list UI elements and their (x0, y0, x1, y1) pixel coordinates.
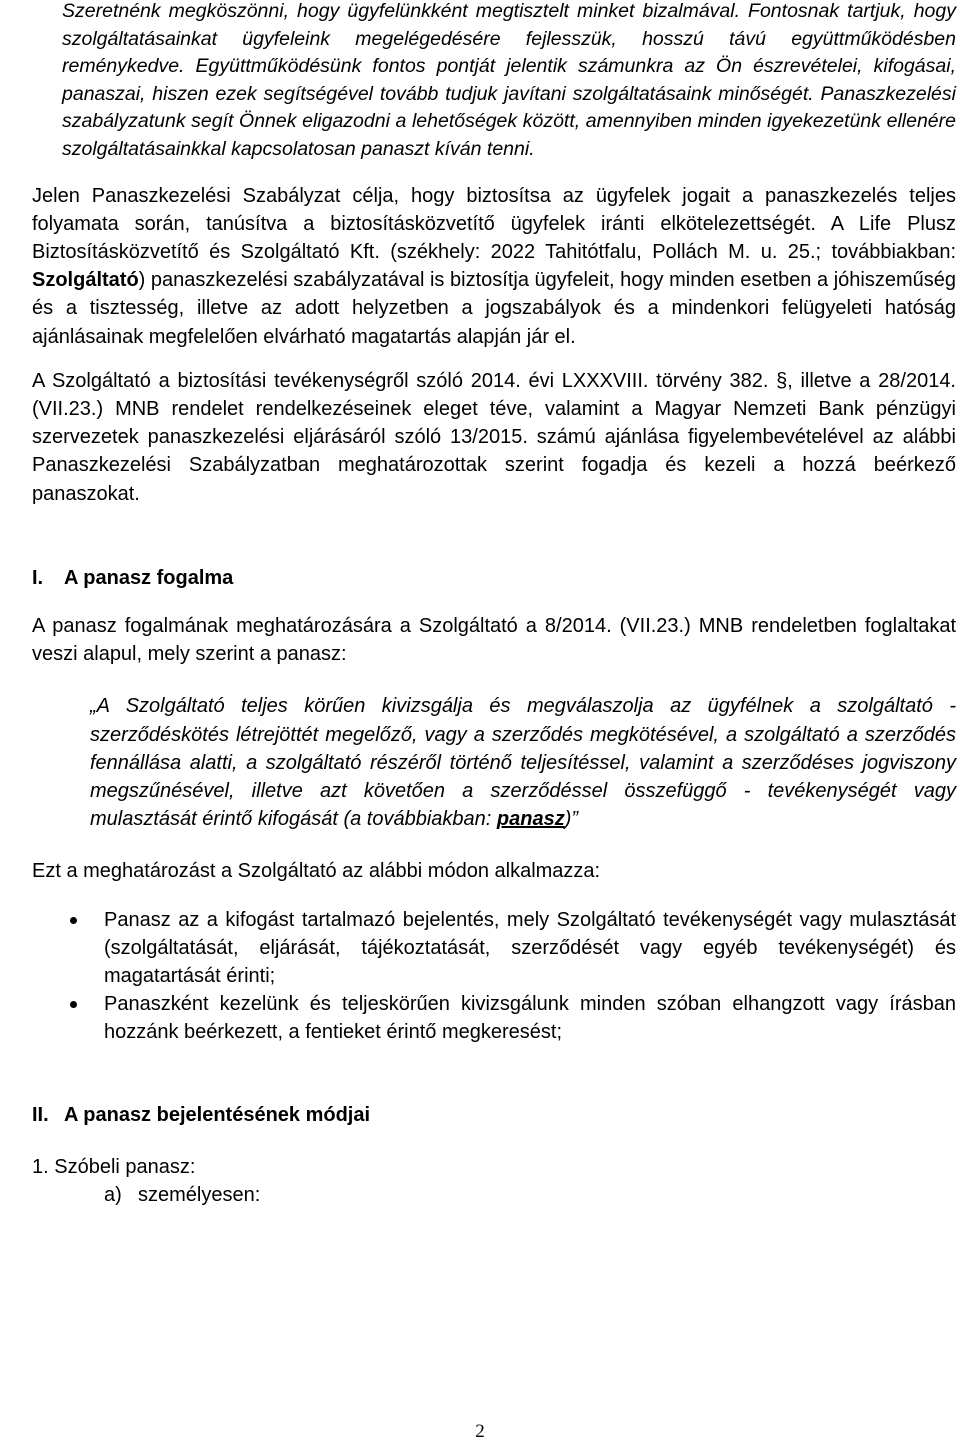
section-title-2: A panasz bejelentésének módjai (64, 1103, 371, 1126)
in-person-label: a) (104, 1184, 122, 1207)
purpose-paragraph (32, 182, 956, 351)
document-page (32, 0, 956, 1209)
section-number-2: II. (32, 1103, 49, 1126)
purpose-text-start: Jelen Panaszkezelési Szabályzat célja, hogy biztosítsa az ügyfelek jogait a panaszkezelés teljes folyamata során, tanúsítva a biztosításközvetítő ügyfelek iránti elkötelezettségét. A Life Plusz Biztosításközvetítő és Szolgáltató Kft. (székhely: 2022 Tahitótfalu, Pollách M. u. 25.; továbbiakban: (32, 184, 956, 263)
intro-paragraph: Szeretnénk megköszönni, hogy ügyfelünkként megtisztelt minket bizalmával. Fontosnak tartjuk, hogy szolgáltatásainkat ügyfeleink megelégedésére fejlesszük, hosszú távú együttműködésben reménykedve. Együttműködésünk fontos pontját jelentik számunkra az Ön észrevételei, kifogásai, panaszai, hiszen ezek segítségével tovább tudjuk javítani szolgáltatásaink minőségét. Panaszkezelési szabályzatunk segít Önnek eligazodni a lehetőségek között, amennyiben minden igyekezetünk ellenére szolgáltatásainkkal kapcsolatosan panaszt kíván tenni. (62, 0, 956, 160)
bullet-text: Panasz az a kifogást tartalmazó bejelentés, mely Szolgáltató tevékenységét vagy mulasztását (szolgáltatását, eljárását, tájékoztatását, szerződését vagy egyéb tevékenységét) és magatartását érinti; (104, 908, 956, 988)
bullet-icon (70, 917, 77, 924)
quote-text-start: „A Szolgáltató teljes körűen kivizsgálja és megválaszolja az ügyfélnek a szolgáltató - szerződéskötés létrejöttét megelőző, vagy a szerződés megkötésével, a szolgáltató a szerződés fennállása alatti, a szolgáltató részéről történő teljesítéssel, valamint a szerződéses jogviszony megszűnésével, illetve azt követően a szerződéssel összefüggő - tevékenységét vagy mulasztását érintő kifogását (a továbbiakban: (90, 695, 956, 831)
definition-quote (90, 692, 956, 833)
legal-basis-paragraph: A Szolgáltató a biztosítási tevékenységről szóló 2014. évi LXXXVIII. törvény 382. §, illetve a 28/2014. (VII.23.) MNB rendelet rendelkezéseinek eleget téve, valamint a Magyar Nemzeti Bank pénzügyi szervezetek panaszkezelési eljárásáról szóló 13/2015. számú ajánlása figyelembevételével az alábbi Panaszkezelési Szabályzatban meghatározottak szerint fogadja és kezeli a hozzá beérkező panaszokat. (32, 369, 956, 505)
section-number-1: I. (32, 566, 44, 589)
in-person-text: személyesen: (138, 1184, 261, 1207)
quote-text-end: )” (564, 808, 579, 831)
list-item (32, 906, 956, 991)
page-number: 2 (475, 1421, 485, 1442)
definition-intro-paragraph: A panasz fogalmának meghatározására a Szolgáltató a 8/2014. (VII.23.) MNB rendeletben foglaltakat veszi alapul, mely szerint a panasz: (32, 615, 956, 666)
section-title-1: A panasz fogalma (64, 566, 234, 589)
section-heading-1 (32, 564, 956, 592)
section-heading-2 (32, 1101, 956, 1129)
purpose-text-end: ) panaszkezelési szabályzatával is biztosítja ügyfeleit, hogy minden esetben a jóhiszeműség és a tisztesség, illetve az adott helyzetben a jogszabályok és a mindenkori felügyeleti hatóság ajánlásainak megfelelően elvárható magatartás alapján jár el. (32, 269, 956, 348)
bullet-icon (70, 1001, 77, 1008)
application-paragraph: Ezt a meghatározást a Szolgáltató az alábbi módon alkalmazza: (32, 860, 601, 883)
in-person-item (104, 1181, 956, 1209)
bullet-text: Panaszként kezelünk és teljeskörűen kivizsgálunk minden szóban elhangzott vagy írásban hozzánk beérkezett, a fentieket érintő megkeresést; (104, 993, 956, 1044)
provider-defined-term: Szolgáltató (32, 269, 139, 292)
oral-complaint-item: 1. Szóbeli panasz: (32, 1155, 196, 1178)
definition-bullet-list (32, 906, 956, 1047)
quote-defined-term: panasz (496, 808, 565, 831)
list-item (32, 990, 956, 1046)
